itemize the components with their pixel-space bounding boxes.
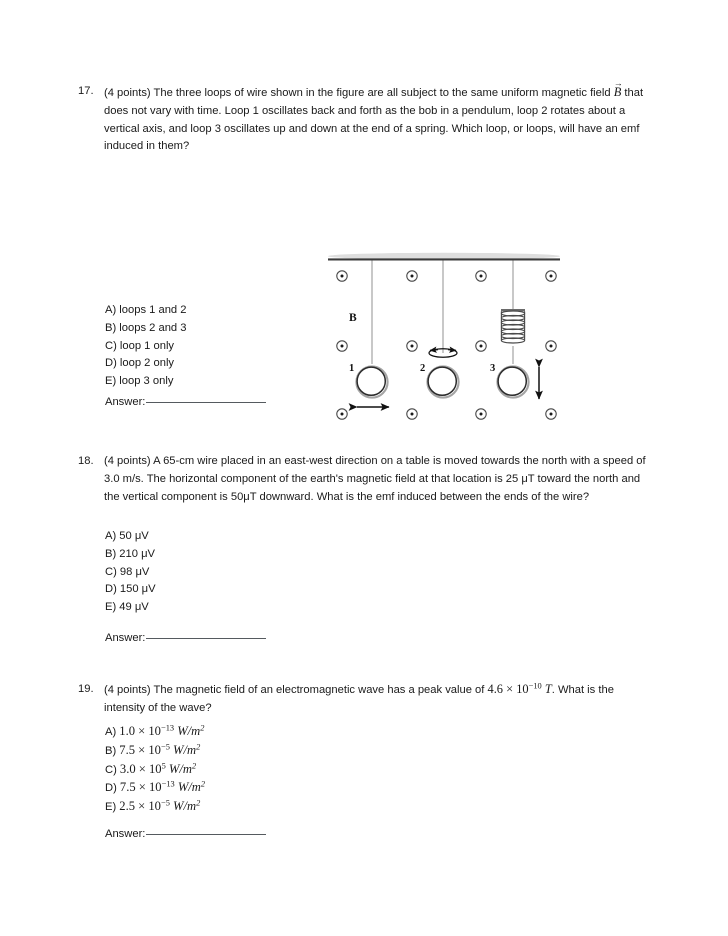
option-base: 10 — [148, 742, 161, 757]
question-19-text-part-2: . What is the intensity of the wave? — [104, 684, 614, 714]
answer-blank-line[interactable] — [146, 834, 266, 835]
question-19-text — [104, 681, 656, 718]
times-symbol: × — [138, 761, 146, 776]
times-symbol: × — [138, 742, 146, 757]
loop-2-label: 2 — [420, 363, 426, 374]
vector-base-letter: B — [613, 85, 622, 99]
ceiling-bar — [328, 258, 560, 260]
magnetic-field-vector-symbol — [613, 78, 623, 102]
question-17-number: 17. — [78, 85, 94, 97]
vector-arrow-icon: → — [613, 78, 623, 88]
field-dot — [476, 341, 486, 351]
option-a[interactable]: A) loops 1 and 2 — [105, 304, 187, 316]
question-17-text — [104, 78, 656, 156]
option-d[interactable] — [105, 779, 205, 798]
option-letter: C) — [105, 763, 117, 776]
question-19 — [78, 681, 656, 840]
option-base: 10 — [149, 761, 162, 776]
loop-1-label: 1 — [349, 363, 355, 374]
answer-blank-line[interactable] — [146, 638, 266, 639]
field-dot — [546, 341, 556, 351]
option-d[interactable]: D) loop 2 only — [105, 357, 175, 370]
question-19-header — [78, 681, 656, 718]
field-dot — [476, 409, 486, 419]
option-mantissa: 1.0 — [119, 724, 136, 738]
option-letter: B) — [105, 744, 117, 757]
option-unit-exponent: 2 — [191, 760, 197, 770]
question-17-answer[interactable] — [105, 394, 266, 412]
option-mantissa: 7.5 — [119, 780, 136, 795]
loop-3 — [490, 363, 529, 398]
question-18-number: 18. — [78, 455, 94, 467]
times-symbol: × — [506, 682, 514, 696]
question-17-header — [78, 78, 656, 156]
option-c[interactable]: C) loop 1 only — [105, 339, 175, 352]
loop-2 — [420, 363, 459, 398]
peak-value-exponent: −10 — [528, 681, 542, 691]
field-dot — [407, 409, 417, 419]
field-dot — [407, 271, 417, 281]
option-b[interactable] — [105, 742, 205, 761]
question-19-answer[interactable] — [105, 826, 266, 844]
question-18-text: (4 points) A 65-cm wire placed in an east-west direction on a table is moved towards the north with a speed of 3.0 m/s. The horizontal component of the earth's magnetic field at that location is 25 μT toward the north and the vertical component is 50μT downward. What is the emf induced between the ends of the wire? — [104, 455, 646, 503]
times-symbol: × — [138, 799, 146, 814]
answer-label: Answer: — [105, 396, 146, 408]
option-base: 10 — [148, 724, 161, 738]
option-unit: W/m — [177, 724, 201, 738]
loop-3-label: 3 — [490, 363, 496, 374]
option-exponent: −5 — [160, 798, 170, 808]
option-letter: D) — [105, 782, 117, 795]
option-c[interactable] — [105, 761, 205, 780]
question-17-options — [105, 302, 186, 391]
question-18 — [78, 453, 656, 644]
option-b[interactable]: B) 210 μV — [105, 547, 155, 560]
option-unit-exponent: 2 — [196, 798, 201, 808]
times-symbol: × — [138, 780, 146, 795]
option-e[interactable]: E) loop 3 only — [105, 375, 174, 388]
question-18-body — [104, 453, 656, 506]
question-17-body — [104, 78, 656, 156]
option-exponent: 5 — [161, 760, 166, 770]
option-letter: E) — [105, 801, 117, 814]
answer-label: Answer: — [105, 828, 146, 840]
answer-label: Answer: — [105, 632, 146, 644]
peak-value-unit: T — [544, 682, 552, 696]
option-d[interactable]: D) 150 μV — [105, 583, 156, 596]
option-unit-exponent: 2 — [196, 742, 201, 752]
loop-1 — [349, 363, 388, 398]
question-17-text-part-2: that does not vary with time. Loop 1 oscillates back and forth as the bob in a pendulum, loop 2 rotates about a vertical axis, and loop 3 oscillates up and down at the end of a spring. Which loop, or loops, will have an emf induced in them? — [104, 87, 644, 153]
option-exponent: −13 — [160, 723, 175, 733]
option-e[interactable] — [105, 798, 205, 817]
question-19-text-part-1: (4 points) The magnetic field of an electromagnetic wave has a peak value of — [104, 684, 488, 696]
spring-icon — [501, 309, 525, 343]
question-18-options — [105, 528, 156, 617]
question-18-header — [78, 453, 656, 506]
field-dot — [337, 409, 347, 419]
times-symbol: × — [138, 724, 146, 738]
three-loops-figure — [326, 252, 570, 424]
field-dot — [546, 271, 556, 281]
peak-value-base: 10 — [516, 682, 529, 696]
question-18-answer[interactable] — [105, 630, 266, 648]
question-17 — [78, 78, 656, 408]
option-unit: W/m — [177, 780, 201, 795]
field-dot — [337, 341, 347, 351]
question-19-number: 19. — [78, 683, 94, 695]
question-17-text-part-1: (4 points) The three loops of wire shown in the figure are all subject to the same uniform magnetic field — [104, 87, 614, 99]
question-19-options — [105, 723, 205, 817]
option-e[interactable]: E) 49 μV — [105, 601, 149, 614]
option-a[interactable] — [105, 723, 205, 742]
option-a[interactable]: A) 50 μV — [105, 530, 149, 542]
option-unit: W/m — [168, 761, 192, 776]
figure-field-label: B — [349, 312, 357, 324]
option-unit-exponent: 2 — [200, 723, 205, 733]
option-unit-exponent: 2 — [200, 779, 206, 789]
question-19-body — [104, 681, 656, 718]
option-base: 10 — [148, 799, 161, 814]
option-base: 10 — [149, 780, 162, 795]
option-c[interactable]: C) 98 μV — [105, 565, 150, 578]
option-b[interactable]: B) loops 2 and 3 — [105, 321, 187, 334]
option-exponent: −5 — [160, 742, 170, 752]
field-dot — [337, 271, 347, 281]
option-mantissa: 2.5 — [119, 799, 136, 814]
peak-value-mantissa: 4.6 — [487, 682, 503, 696]
option-mantissa: 7.5 — [119, 742, 136, 757]
field-dot — [476, 271, 486, 281]
option-exponent: −13 — [161, 779, 175, 789]
option-letter: A) — [105, 726, 117, 738]
answer-blank-line[interactable] — [146, 402, 266, 403]
field-dot — [546, 409, 556, 419]
option-mantissa: 3.0 — [119, 761, 136, 776]
option-unit: W/m — [173, 742, 197, 757]
option-unit: W/m — [173, 799, 197, 814]
field-dot — [407, 341, 417, 351]
